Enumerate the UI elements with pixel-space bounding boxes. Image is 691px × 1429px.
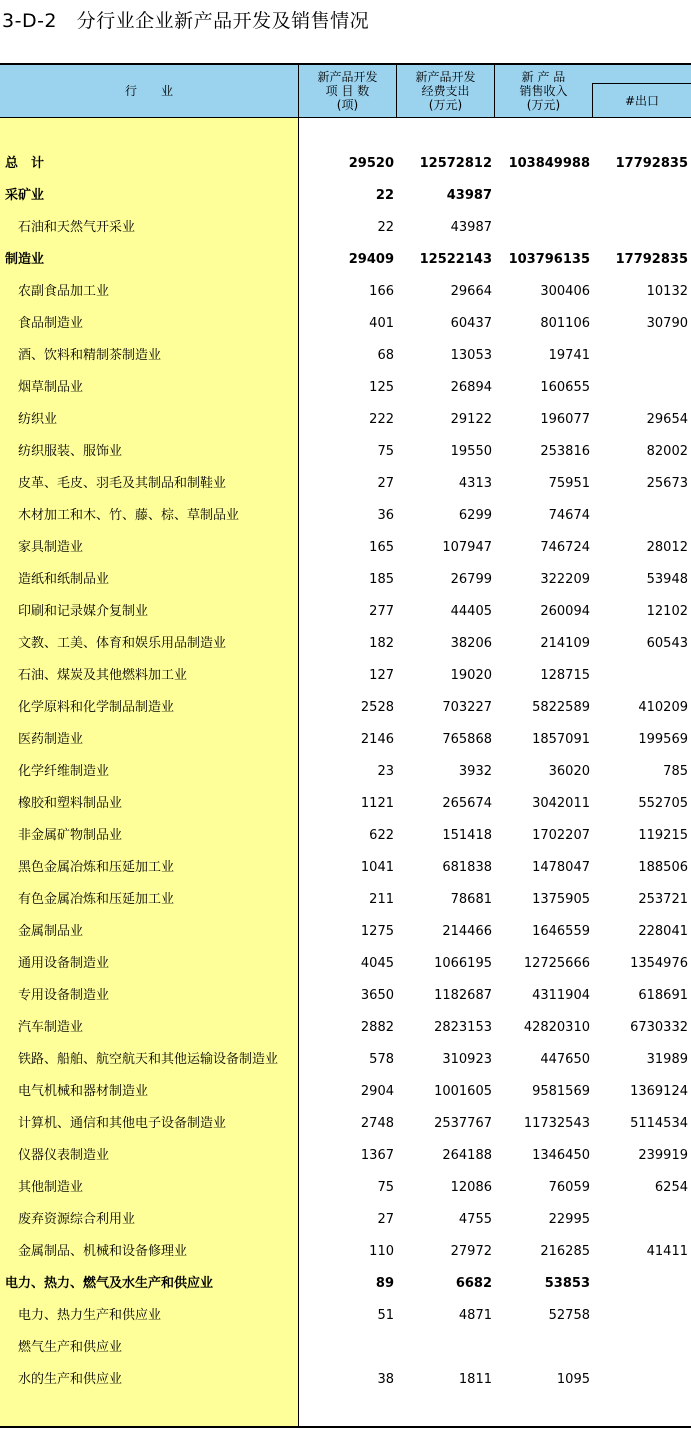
sales-cell: 447650 xyxy=(540,1052,590,1067)
projects-cell: 2528 xyxy=(360,700,394,715)
industry-name-cell: 化学纤维制造业 xyxy=(18,764,110,779)
industry-name-cell: 印刷和记录媒介复制业 xyxy=(18,604,149,619)
industry-name-cell: 造纸和纸制品业 xyxy=(18,572,110,587)
expenditure-cell: 4755 xyxy=(458,1212,492,1227)
sales-cell: 42820310 xyxy=(523,1020,590,1035)
industry-name-cell: 有色金属冶炼和压延加工业 xyxy=(18,892,175,907)
export-cell: 253721 xyxy=(638,892,688,907)
table-row xyxy=(0,1012,691,1044)
projects-cell: 51 xyxy=(377,1308,394,1323)
projects-cell: 166 xyxy=(369,284,394,299)
industry-name-cell: 汽车制造业 xyxy=(18,1020,84,1035)
expenditure-cell: 107947 xyxy=(442,540,492,555)
expenditure-cell: 1811 xyxy=(458,1372,492,1387)
header-divider xyxy=(592,83,691,84)
sales-cell: 9581569 xyxy=(532,1084,590,1099)
industry-name-cell: 烟草制品业 xyxy=(18,380,84,395)
sales-cell: 322209 xyxy=(540,572,590,587)
table-row xyxy=(0,724,691,756)
table-row xyxy=(0,340,691,372)
expenditure-cell: 2537767 xyxy=(434,1116,492,1131)
projects-cell: 68 xyxy=(377,348,394,363)
table-row xyxy=(0,1076,691,1108)
expenditure-cell: 2823153 xyxy=(434,1020,492,1035)
table-row xyxy=(0,1172,691,1204)
table-row xyxy=(0,436,691,468)
table-row xyxy=(0,532,691,564)
projects-cell: 1275 xyxy=(360,924,394,939)
industry-name-cell: 采矿业 xyxy=(5,188,45,203)
sales-cell: 75951 xyxy=(548,476,590,491)
industry-name-cell: 食品制造业 xyxy=(18,316,84,331)
table-row xyxy=(0,884,691,916)
table-row xyxy=(0,1332,691,1364)
export-cell: 28012 xyxy=(646,540,688,555)
industry-name-cell: 制造业 xyxy=(5,252,45,267)
sales-cell: 22995 xyxy=(548,1212,590,1227)
table-row xyxy=(0,1364,691,1396)
table-row xyxy=(0,500,691,532)
projects-cell: 1367 xyxy=(360,1148,394,1163)
export-cell: 31989 xyxy=(646,1052,688,1067)
industry-name-cell: 燃气生产和供应业 xyxy=(18,1340,123,1355)
expenditure-cell: 19550 xyxy=(450,444,492,459)
header-divider xyxy=(396,65,397,117)
expenditure-cell: 4313 xyxy=(458,476,492,491)
projects-cell: 89 xyxy=(375,1276,394,1291)
export-cell: 239919 xyxy=(638,1148,688,1163)
export-cell: 17792835 xyxy=(615,156,688,171)
projects-cell: 2146 xyxy=(360,732,394,747)
projects-cell: 29520 xyxy=(348,156,394,171)
header-industry: 行 业 xyxy=(124,84,173,98)
sales-cell: 1375905 xyxy=(532,892,590,907)
sales-cell: 5822589 xyxy=(532,700,590,715)
table-row xyxy=(0,148,691,180)
table-row xyxy=(0,180,691,212)
expenditure-cell: 151418 xyxy=(442,828,492,843)
header-export: #出口 xyxy=(624,94,660,108)
projects-cell: 4045 xyxy=(360,956,394,971)
projects-cell: 36 xyxy=(377,508,394,523)
sales-cell: 12725666 xyxy=(523,956,590,971)
table-row xyxy=(0,468,691,500)
expenditure-cell: 60437 xyxy=(450,316,492,331)
sales-cell: 214109 xyxy=(540,636,590,651)
industry-name-cell: 电气机械和器材制造业 xyxy=(18,1084,149,1099)
sales-cell: 260094 xyxy=(540,604,590,619)
header-sales: 新 产 品 销售收入 (万元) xyxy=(519,70,568,112)
expenditure-cell: 1001605 xyxy=(434,1084,492,1099)
sales-cell: 196077 xyxy=(540,412,590,427)
table-row xyxy=(0,1140,691,1172)
table-row xyxy=(0,1268,691,1300)
industry-name-cell: 家具制造业 xyxy=(18,540,84,555)
industry-name-cell: 黑色金属冶炼和压延加工业 xyxy=(18,860,175,875)
sales-cell: 1478047 xyxy=(532,860,590,875)
expenditure-cell: 6682 xyxy=(455,1276,492,1291)
table-row xyxy=(0,212,691,244)
projects-cell: 222 xyxy=(369,412,394,427)
expenditure-cell: 12572812 xyxy=(419,156,492,171)
sales-cell: 52758 xyxy=(548,1308,590,1323)
projects-cell: 3650 xyxy=(360,988,394,1003)
industry-name-cell: 酒、饮料和精制茶制造业 xyxy=(18,348,162,363)
sales-cell: 53853 xyxy=(544,1276,590,1291)
sales-cell: 4311904 xyxy=(532,988,590,1003)
expenditure-cell: 310923 xyxy=(442,1052,492,1067)
expenditure-cell: 38206 xyxy=(450,636,492,651)
sales-cell: 1095 xyxy=(556,1372,590,1387)
table-row xyxy=(0,628,691,660)
export-cell: 228041 xyxy=(638,924,688,939)
sales-cell: 253816 xyxy=(540,444,590,459)
export-cell: 25673 xyxy=(646,476,688,491)
export-cell: 785 xyxy=(663,764,688,779)
expenditure-cell: 765868 xyxy=(442,732,492,747)
industry-name-cell: 专用设备制造业 xyxy=(18,988,110,1003)
industry-name-cell: 非金属矿物制品业 xyxy=(18,828,123,843)
data-table xyxy=(0,63,691,1427)
header-bottom-rule xyxy=(0,117,691,118)
industry-name-cell: 电力、热力、燃气及水生产和供应业 xyxy=(5,1276,214,1291)
table-row xyxy=(0,276,691,308)
industry-name-cell: 金属制品、机械和设备修理业 xyxy=(18,1244,188,1259)
projects-cell: 182 xyxy=(369,636,394,651)
projects-cell: 38 xyxy=(377,1372,394,1387)
industry-name-cell: 纺织服装、服饰业 xyxy=(18,444,123,459)
industry-name-cell: 皮革、毛皮、羽毛及其制品和制鞋业 xyxy=(18,476,227,491)
export-cell: 10132 xyxy=(646,284,688,299)
expenditure-cell: 27972 xyxy=(450,1244,492,1259)
projects-cell: 2748 xyxy=(360,1116,394,1131)
industry-name-cell: 文教、工美、体育和娱乐用品制造业 xyxy=(18,636,227,651)
projects-cell: 165 xyxy=(369,540,394,555)
projects-cell: 185 xyxy=(369,572,394,587)
expenditure-cell: 29122 xyxy=(450,412,492,427)
industry-name-cell: 石油、煤炭及其他燃料加工业 xyxy=(18,668,188,683)
industry-name-cell: 农副食品加工业 xyxy=(18,284,110,299)
industry-name-cell: 铁路、船舶、航空航天和其他运输设备制造业 xyxy=(18,1052,279,1067)
projects-cell: 1041 xyxy=(360,860,394,875)
sales-cell: 11732543 xyxy=(523,1116,590,1131)
projects-cell: 2882 xyxy=(360,1020,394,1035)
export-cell: 5114534 xyxy=(630,1116,688,1131)
expenditure-cell: 13053 xyxy=(450,348,492,363)
projects-cell: 22 xyxy=(377,220,394,235)
expenditure-cell: 1066195 xyxy=(434,956,492,971)
expenditure-cell: 26894 xyxy=(450,380,492,395)
projects-cell: 401 xyxy=(369,316,394,331)
expenditure-cell: 29664 xyxy=(450,284,492,299)
expenditure-cell: 214466 xyxy=(442,924,492,939)
industry-name-cell: 木材加工和木、竹、藤、棕、草制品业 xyxy=(18,508,240,523)
sales-cell: 76059 xyxy=(548,1180,590,1195)
expenditure-cell: 26799 xyxy=(450,572,492,587)
header-divider xyxy=(494,65,495,117)
projects-cell: 27 xyxy=(377,1212,394,1227)
table-bottom-rule xyxy=(0,1426,691,1428)
sales-cell: 1346450 xyxy=(532,1148,590,1163)
table-row xyxy=(0,756,691,788)
expenditure-cell: 12522143 xyxy=(419,252,492,267)
expenditure-cell: 4871 xyxy=(458,1308,492,1323)
expenditure-cell: 19020 xyxy=(450,668,492,683)
industry-name-cell: 废弃资源综合利用业 xyxy=(18,1212,136,1227)
projects-cell: 22 xyxy=(375,188,394,203)
table-row xyxy=(0,948,691,980)
table-row xyxy=(0,1204,691,1236)
expenditure-cell: 44405 xyxy=(450,604,492,619)
table-row xyxy=(0,788,691,820)
export-cell: 199569 xyxy=(638,732,688,747)
projects-cell: 1121 xyxy=(360,796,394,811)
export-cell: 1354976 xyxy=(630,956,688,971)
sales-cell: 36020 xyxy=(548,764,590,779)
sales-cell: 1857091 xyxy=(532,732,590,747)
expenditure-cell: 78681 xyxy=(450,892,492,907)
header-divider xyxy=(592,83,593,117)
expenditure-cell: 3932 xyxy=(458,764,492,779)
projects-cell: 211 xyxy=(369,892,394,907)
export-cell: 188506 xyxy=(638,860,688,875)
header-projects: 新产品开发 项 目 数 (项) xyxy=(317,70,378,112)
projects-cell: 125 xyxy=(369,380,394,395)
table-row xyxy=(0,308,691,340)
sales-cell: 3042011 xyxy=(532,796,590,811)
table-row xyxy=(0,820,691,852)
industry-name-cell: 金属制品业 xyxy=(18,924,84,939)
industry-name-cell: 仪器仪表制造业 xyxy=(18,1148,110,1163)
projects-cell: 23 xyxy=(377,764,394,779)
table-row xyxy=(0,1108,691,1140)
expenditure-cell: 265674 xyxy=(442,796,492,811)
sales-cell: 300406 xyxy=(540,284,590,299)
sales-cell: 103849988 xyxy=(508,156,590,171)
export-cell: 29654 xyxy=(646,412,688,427)
expenditure-cell: 43987 xyxy=(450,220,492,235)
export-cell: 618691 xyxy=(638,988,688,1003)
industry-name-cell: 计算机、通信和其他电子设备制造业 xyxy=(18,1116,227,1131)
table-row xyxy=(0,692,691,724)
table-row xyxy=(0,404,691,436)
industry-name-cell: 化学原料和化学制品制造业 xyxy=(18,700,175,715)
export-cell: 60543 xyxy=(646,636,688,651)
export-cell: 17792835 xyxy=(615,252,688,267)
expenditure-cell: 703227 xyxy=(442,700,492,715)
page-title: 3-D-2 分行业企业新产品开发及销售情况 xyxy=(2,10,370,32)
export-cell: 6254 xyxy=(654,1180,688,1195)
projects-cell: 110 xyxy=(369,1244,394,1259)
projects-cell: 29409 xyxy=(348,252,394,267)
table-row xyxy=(0,916,691,948)
sales-cell: 160655 xyxy=(540,380,590,395)
table-row xyxy=(0,244,691,276)
export-cell: 53948 xyxy=(646,572,688,587)
header-expenditure: 新产品开发 经费支出 (万元) xyxy=(415,70,476,112)
table-row xyxy=(0,1236,691,1268)
expenditure-cell: 681838 xyxy=(442,860,492,875)
sales-cell: 128715 xyxy=(540,668,590,683)
sales-cell: 103796135 xyxy=(508,252,590,267)
projects-cell: 127 xyxy=(369,668,394,683)
table-row xyxy=(0,660,691,692)
table-row xyxy=(0,852,691,884)
export-cell: 1369124 xyxy=(630,1084,688,1099)
table-row xyxy=(0,564,691,596)
industry-name-cell: 医药制造业 xyxy=(18,732,84,747)
export-cell: 552705 xyxy=(638,796,688,811)
expenditure-cell: 43987 xyxy=(446,188,492,203)
sales-cell: 19741 xyxy=(548,348,590,363)
industry-name-cell: 总 计 xyxy=(5,156,45,171)
sales-cell: 801106 xyxy=(540,316,590,331)
expenditure-cell: 12086 xyxy=(450,1180,492,1195)
table-row xyxy=(0,980,691,1012)
export-cell: 30790 xyxy=(646,316,688,331)
table-row xyxy=(0,596,691,628)
expenditure-cell: 1182687 xyxy=(434,988,492,1003)
export-cell: 119215 xyxy=(638,828,688,843)
export-cell: 410209 xyxy=(638,700,688,715)
industry-name-cell: 电力、热力生产和供应业 xyxy=(18,1308,162,1323)
expenditure-cell: 264188 xyxy=(442,1148,492,1163)
export-cell: 6730332 xyxy=(630,1020,688,1035)
table-row xyxy=(0,1300,691,1332)
industry-name-cell: 水的生产和供应业 xyxy=(18,1372,123,1387)
projects-cell: 75 xyxy=(377,444,394,459)
sales-cell: 74674 xyxy=(548,508,590,523)
industry-name-cell: 通用设备制造业 xyxy=(18,956,110,971)
sales-cell: 1702207 xyxy=(532,828,590,843)
projects-cell: 75 xyxy=(377,1180,394,1195)
projects-cell: 27 xyxy=(377,476,394,491)
export-cell: 41411 xyxy=(646,1244,688,1259)
export-cell: 12102 xyxy=(646,604,688,619)
table-row xyxy=(0,372,691,404)
projects-cell: 622 xyxy=(369,828,394,843)
table-row xyxy=(0,1044,691,1076)
projects-cell: 277 xyxy=(369,604,394,619)
industry-name-cell: 橡胶和塑料制品业 xyxy=(18,796,123,811)
industry-name-cell: 其他制造业 xyxy=(18,1180,84,1195)
expenditure-cell: 6299 xyxy=(458,508,492,523)
export-cell: 82002 xyxy=(646,444,688,459)
industry-name-cell: 石油和天然气开采业 xyxy=(18,220,136,235)
projects-cell: 578 xyxy=(369,1052,394,1067)
sales-cell: 216285 xyxy=(540,1244,590,1259)
sales-cell: 746724 xyxy=(540,540,590,555)
projects-cell: 2904 xyxy=(360,1084,394,1099)
industry-name-cell: 纺织业 xyxy=(18,412,58,427)
sales-cell: 1646559 xyxy=(532,924,590,939)
